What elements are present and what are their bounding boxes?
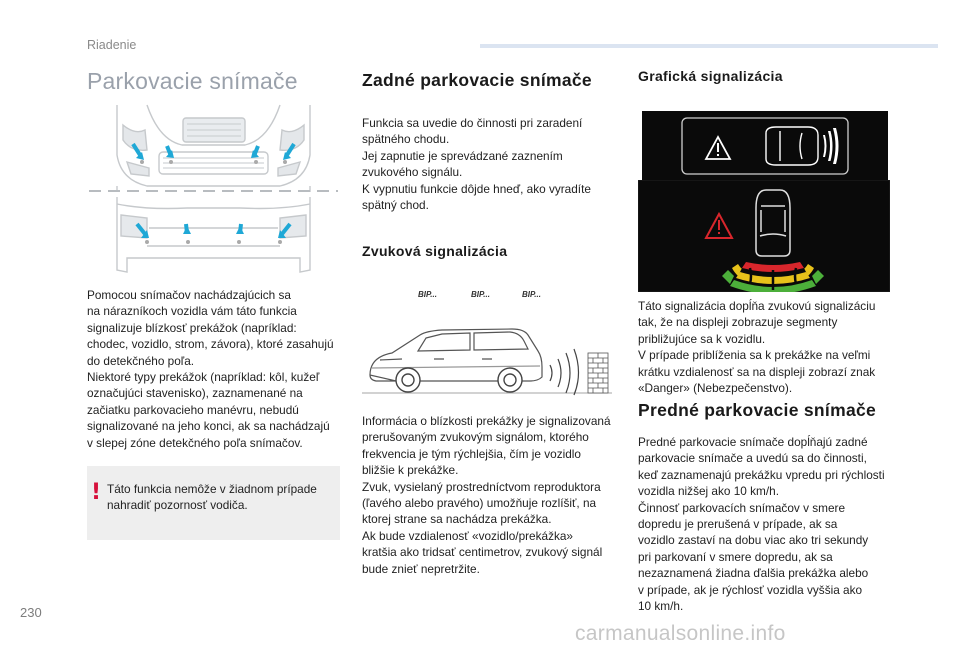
text-line: spätný chod. xyxy=(362,198,429,213)
text-line: na nárazníkoch vozidla vám táto funkcia xyxy=(87,304,297,319)
rear-sensors-heading: Zadné parkovacie snímače xyxy=(362,70,592,90)
audible-signal-text xyxy=(362,413,632,577)
text-line: Táto signalizácia dopĺňa zvukovú signalizáciu xyxy=(638,299,876,313)
text-line: «Danger» (Nebezpečenstvo). xyxy=(638,381,793,396)
instrument-display-image xyxy=(642,111,888,181)
text-line: bude znieť nepretržite. xyxy=(362,561,480,576)
text-line: nahradiť pozornosť vodiča. xyxy=(107,498,248,513)
audible-signal-heading: Zvuková signalizácia xyxy=(362,243,508,259)
graphic-signal-heading: Grafická signalizácia xyxy=(638,68,783,84)
text-line: Jej zapnutie je sprevádzané zaznením xyxy=(362,148,563,163)
rear-sensor-dots xyxy=(145,240,282,244)
page-title: Parkovacie snímače xyxy=(87,68,298,94)
page-number: 230 xyxy=(20,605,42,620)
text-line: frekvencia je tým rýchlejšia, čím je vozidlo xyxy=(362,446,581,461)
text-line: keď zaznamenajú prekážku vpredu pri rýchlosti xyxy=(638,467,885,482)
text-line: (ľavého alebo pravého) umožňuje rozlíšiť, na xyxy=(362,496,597,511)
text-line: kratšia ako tridsať centimetrov, zvukový signál xyxy=(362,545,603,560)
text-line: K vypnutiu funkcie dôjde hneď, ako vyradíte xyxy=(362,181,591,196)
warning-text xyxy=(107,481,337,514)
text-line: Zvuk, vysielaný prostredníctvom reproduktora xyxy=(362,479,601,494)
text-line: krátku vzdialenosť sa na displeji zobrazí znak xyxy=(638,364,876,379)
rear-sensors-intro xyxy=(362,115,627,213)
text-line: do detekčného poľa. xyxy=(87,353,195,368)
text-line: parkovacie snímače a uvedú sa do činnosti, xyxy=(638,451,867,466)
beep-label: BIP... xyxy=(418,290,437,299)
text-line: v slepej zóne detekčného poľa snímačov. xyxy=(87,435,303,450)
text-line: približujúce sa k vozidlu. xyxy=(638,331,766,346)
brick-wall xyxy=(588,353,608,393)
beep-label: BIP... xyxy=(471,290,490,299)
section-label: Riadenie xyxy=(87,38,137,52)
text-line: dopredu je prerušená v prípade, ak sa xyxy=(638,517,838,532)
text-line: v prípade, ak je rýchlosť vozidla vyššia ako xyxy=(638,582,863,597)
sound-waves xyxy=(550,349,579,395)
left-paragraph xyxy=(87,287,347,451)
text-line: V prípade priblíženia sa k prekážke na veľmi xyxy=(638,348,871,363)
front-sensors-heading: Predné parkovacie snímače xyxy=(638,400,877,420)
text-line: označujúci stavenisko), zaznamenané na xyxy=(87,386,303,401)
front-sensors-text xyxy=(638,434,913,614)
text-line: Niektoré typy prekážok (napríklad: kôl, kužeľ xyxy=(87,370,320,385)
text-line: Predné parkovacie snímače dopĺňajú zadné xyxy=(638,435,868,449)
text-line: pri parkovaní v smere dopredu, ak sa xyxy=(638,549,833,564)
text-line: prerušovaným zvukovým signálom, ktorého xyxy=(362,430,589,445)
rear-sensor-arrows xyxy=(137,224,290,238)
text-line: chodec, vozidlo, strom, závora), ktoré zasahujú xyxy=(87,337,334,352)
touchscreen-display-image xyxy=(638,180,890,292)
beep-label: BIP... xyxy=(522,290,541,299)
text-line: Ak bude vzdialenosť «vozidlo/prekážka» xyxy=(362,528,573,543)
reversing-car-illustration xyxy=(362,305,612,400)
text-line: tak, že na displeji zobrazuje segmenty xyxy=(638,315,838,330)
text-line: bližšie k prekážke. xyxy=(362,463,459,478)
proximity-zones xyxy=(722,262,824,292)
text-line: signalizované na jeho konci, ak sa nachádzajú xyxy=(87,419,330,434)
bumper-sensors-diagram xyxy=(87,100,340,278)
text-line: Informácia o blízkosti prekážky je signalizovaná xyxy=(362,414,611,428)
text-line: Činnosť parkovacích snímačov v smere xyxy=(638,500,846,515)
text-line: 10 km/h. xyxy=(638,599,684,614)
graphic-signal-text xyxy=(638,298,908,396)
header-rule xyxy=(480,44,938,48)
exclamation-icon: ! xyxy=(91,480,102,505)
text-line: Táto funkcia nemôže v žiadnom prípade xyxy=(107,482,317,496)
text-line: začiatku parkovacieho manévru, nebudú xyxy=(87,402,299,417)
text-line: nezaznamená žiadna ďalšia prekážka alebo xyxy=(638,566,869,581)
text-line: vozidla nižšej ako 10 km/h. xyxy=(638,484,779,499)
text-line: signalizuje blízkosť prekážok (napríklad: xyxy=(87,320,297,335)
watermark: carmanualsonline.info xyxy=(575,622,786,645)
text-line: zvukového signálu. xyxy=(362,165,463,180)
text-line: vozidlo zastaví na dobu viac ako tri sekundy xyxy=(638,533,869,548)
text-line: ktorej strane sa nachádza prekážka. xyxy=(362,512,552,527)
text-line: spätného chodu. xyxy=(362,132,450,147)
text-line: Pomocou snímačov nachádzajúcich sa xyxy=(87,288,291,302)
front-bumper-illustration xyxy=(117,105,310,192)
text-line: Funkcia sa uvedie do činnosti pri zaradení xyxy=(362,116,583,130)
